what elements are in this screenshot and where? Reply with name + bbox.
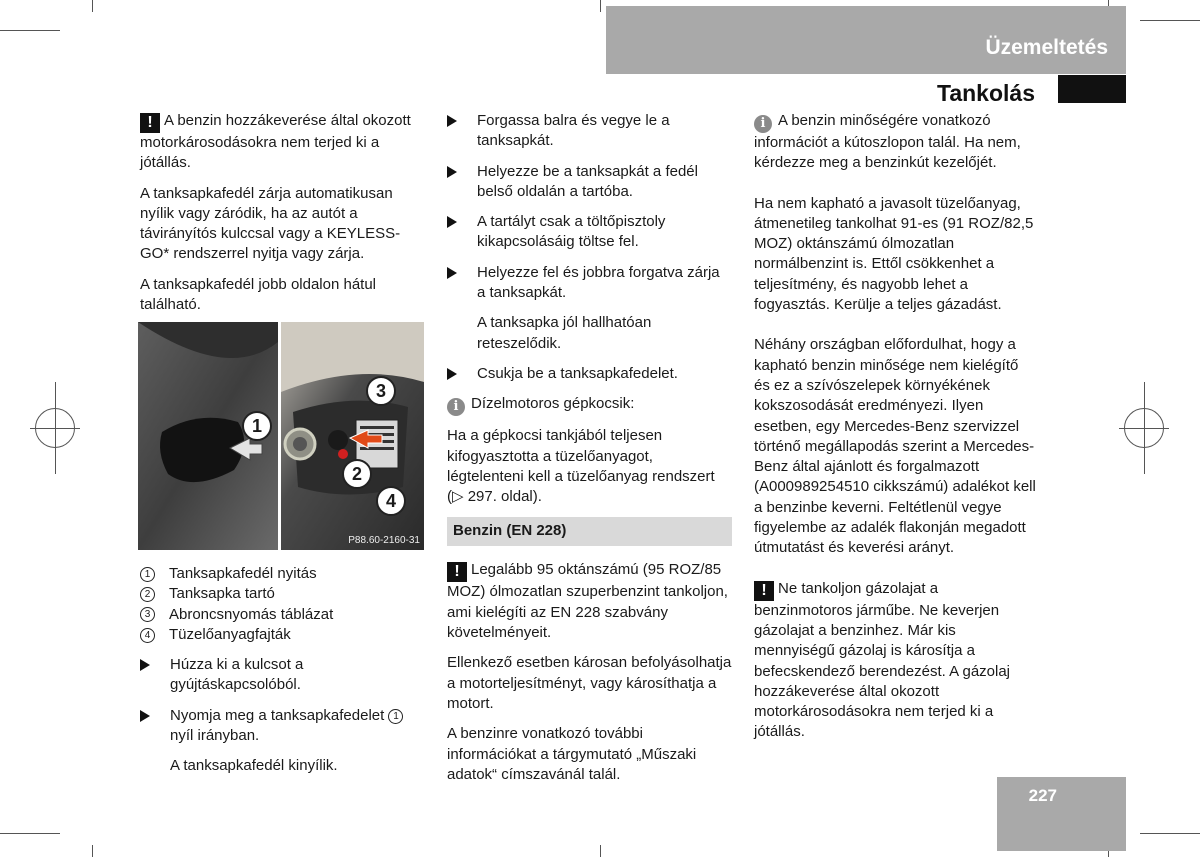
step-item — [140, 706, 426, 747]
crop-mark — [92, 0, 93, 12]
paragraph: Ha nem kapható a javasolt tüzelőanyag, átmenetileg tankolhat 91-es (91 ROZ/82,5 MOZ) oktánszámú ólmozatlan normálbenzint is. Ettől csökkenhet a teljesítmény, és nagyobb lehet a fogyasztás. Kerülje a teljes gázadást. — [754, 194, 1034, 314]
triangle-bullet-icon — [140, 659, 150, 671]
step-item — [447, 111, 732, 152]
column-left — [140, 111, 426, 325]
diesel-note-label — [447, 394, 732, 416]
paragraph: Ellenkező esetben károsan befolyásolhatja a motorteljesítményt, vagy károsíthatja a motort. — [447, 654, 732, 712]
legend-text: Tanksapka tartó — [169, 585, 275, 603]
warning-note — [754, 579, 1038, 743]
legend-item — [140, 564, 426, 584]
section-header-bar — [606, 6, 1126, 74]
step-item — [140, 655, 426, 696]
legend-number: 3 — [140, 607, 155, 622]
paragraph: Néhány országban előfordulhat, hogy a kapható benzin minősége nem kielégítő és ez a szívószelepek környékének kokszosodását eredményezi. Ilyen esetben, egy Mercedes-Benz szervizzel történő megállapodás szerint a Mercedes-Benz által ajánlott és forgalmazott (A000989254510 cikkszámú) adalékot kell a benzinbe keverni. Feltétlenül vegye figyelembe az adalék flakonján megadott útmutatást és keverési arányt. — [754, 336, 1036, 557]
triangle-bullet-icon — [447, 216, 457, 228]
result-text: A tanksapkafedél kinyílik. — [170, 757, 338, 775]
step-item — [447, 162, 732, 203]
step-text: Csukja be a tanksapkafedelet. — [477, 364, 678, 382]
legend-number: 1 — [140, 567, 155, 582]
paragraph: Ha a gépkocsi tankjából teljesen kifogyasztotta a tüzelőanyagot, légtelenteni kell a tüzelőanyag rendszert (▷ 297. oldal). — [447, 427, 715, 506]
section-title: Üzemeltetés — [985, 36, 1108, 59]
info-icon: i — [754, 115, 772, 133]
step-text: nyíl irányban. — [170, 727, 260, 745]
legend-number: 4 — [140, 628, 155, 643]
exclamation-warning-icon: ! — [140, 113, 160, 133]
step-text: Helyezze fel és jobbra forgatva zárja a tanksapkát. — [477, 263, 720, 302]
column-left-lower — [140, 564, 426, 787]
step-item — [447, 212, 732, 253]
column-middle — [447, 111, 732, 795]
photo-code: P88.60-2160-31 — [348, 535, 420, 546]
step-text: Nyomja meg a tanksapkafedelet — [170, 706, 385, 724]
legend-text: Abroncsnyomás táblázat — [169, 605, 334, 623]
step-item — [447, 263, 732, 304]
paragraph: A tanksapkafedél jobb oldalon hátul található. — [140, 275, 377, 314]
exclamation-warning-icon: ! — [447, 562, 467, 582]
legend-item — [140, 625, 426, 645]
page-number: 227 — [1028, 786, 1057, 805]
column-right — [754, 111, 1038, 753]
step-item — [447, 364, 732, 384]
warning-note — [447, 560, 732, 643]
info-text: A benzin minőségére vonatkozó információt a kútoszlopon talál. Ha nem, kérdezze meg a benzinkút kezelőjét. — [754, 112, 1021, 172]
step-text: Helyezze be a tanksapkát a fedél belső oldalán a tartóba. — [477, 162, 698, 200]
result-text: A tanksapka jól hallhatóan reteszelődik. — [477, 314, 652, 352]
legend-item — [140, 584, 426, 604]
diesel-label: Dízelmotoros gépkocsik: — [471, 395, 635, 413]
legend-text: Tüzelőanyagfajták — [169, 625, 291, 643]
fuel-filler-flap-photo — [138, 322, 424, 550]
step-text: Forgassa balra és vegye le a tanksapkát. — [477, 112, 670, 150]
reference-number: 1 — [388, 709, 403, 724]
registration-line — [1144, 382, 1145, 474]
callout-4: 4 — [376, 486, 406, 516]
exclamation-warning-icon: ! — [754, 581, 774, 601]
step-text: Húzza ki a kulcsot a gyújtáskapcsolóból. — [170, 656, 304, 694]
page-number-box — [997, 777, 1126, 851]
callout-2: 2 — [342, 459, 372, 489]
triangle-bullet-icon — [447, 166, 457, 178]
legend-item — [140, 605, 426, 625]
paragraph: A tanksapkafedél zárja automatikusan nyílik vagy záródik, ha az autót a távirányítós kulccsal vagy a KEYLESS-GO* rendszerrel nyitja vagy zárja. — [140, 184, 401, 263]
crop-mark — [600, 845, 601, 857]
triangle-bullet-icon — [447, 115, 457, 127]
chapter-tab — [1058, 75, 1126, 103]
paragraph: A benzinre vonatkozó további információkat a tárgymutató „Műszaki adatok“ címszavánál talál. — [447, 725, 697, 783]
step-text: A tartályt csak a töltőpisztoly kikapcsolásáig töltse fel. — [477, 213, 666, 251]
info-icon: i — [447, 398, 465, 416]
legend-list — [140, 564, 426, 645]
crop-mark — [92, 845, 93, 857]
callout-3: 3 — [366, 376, 396, 406]
legend-number: 2 — [140, 587, 155, 602]
triangle-bullet-icon — [447, 267, 457, 279]
triangle-bullet-icon — [140, 710, 150, 722]
warning-text: A benzin hozzákeverése által okozott motorkárosodásokra nem terjed ki a jótállás. — [140, 112, 411, 172]
crop-mark — [600, 0, 601, 12]
registration-line — [55, 382, 56, 474]
crop-mark — [0, 30, 60, 31]
warning-text: Legalább 95 oktánszámú (95 ROZ/85 MOZ) ólmozatlan szuperbenzint tankoljon, ami kielégíti az EN 228 szabvány követelményeit. — [447, 561, 728, 642]
info-note — [754, 111, 1038, 174]
page-title: Tankolás — [937, 80, 1035, 106]
warning-note — [140, 111, 426, 174]
triangle-bullet-icon — [447, 368, 457, 380]
crop-mark — [0, 833, 60, 834]
crop-mark — [1140, 833, 1200, 834]
warning-text: Ne tankoljon gázolajat a benzinmotoros járműbe. Ne keverjen gázolajat a benzinhez. Már kis mennyiségű gázolaj is károsítja a befecskendező berendezést. A gázolaj hozzákeverése által okozott motorkárosodásokra nem terjed ki a jótállás. — [754, 579, 1011, 741]
section-heading: Benzin (EN 228) — [447, 517, 732, 546]
callout-1: 1 — [242, 411, 272, 441]
legend-text: Tanksapkafedél nyitás — [169, 565, 317, 582]
crop-mark — [1140, 20, 1200, 21]
